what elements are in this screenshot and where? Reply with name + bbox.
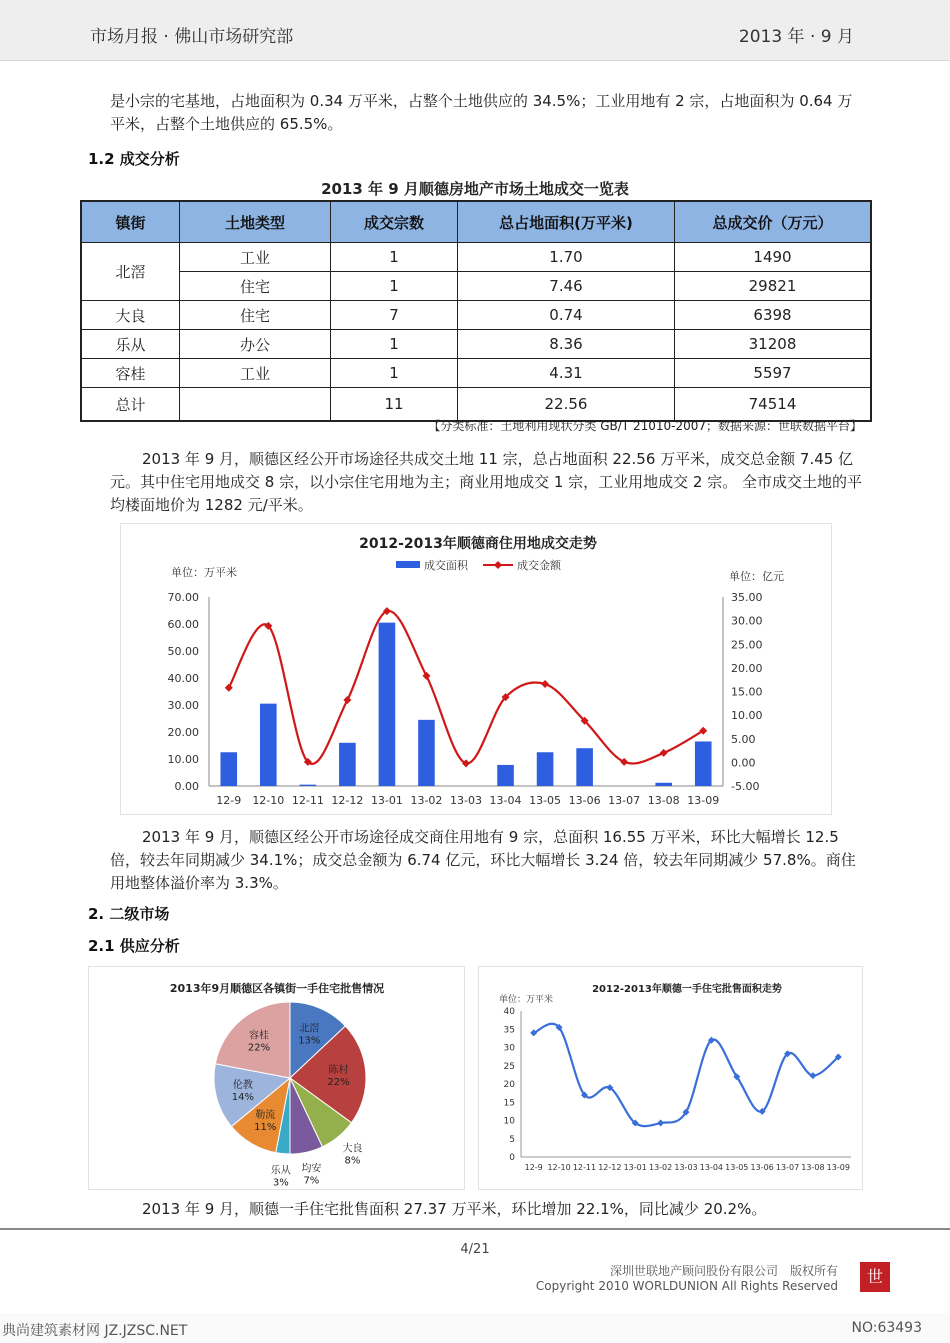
town-pie-svg [89,967,464,1189]
pie-label-name: 乐从 [270,1165,291,1177]
x-tick-label: 12-10 [547,1163,571,1172]
bar [220,752,237,786]
pie-label-name: 均安 [301,1163,322,1175]
worldunion-logo-icon: 世 [860,1262,890,1292]
x-tick-label: 12-11 [572,1163,597,1172]
bar [300,785,317,786]
table-row [81,272,871,301]
cell-price: 29821 [675,272,872,301]
table-row [81,243,871,272]
legend-marker-amount [494,561,502,569]
pie-label-pct: 22% [327,1076,350,1088]
right-tick-label: 35.00 [731,591,763,604]
x-tick-label: 13-06 [750,1163,774,1172]
paragraph-supply-summary: 2013 年 9 月，顺德一手住宅批售面积 27.37 万平米，环比增加 22.1%，同比减少 20.2%。 [142,1200,767,1218]
amount-point [660,749,668,757]
pie-label-name: 大良 [342,1143,363,1155]
x-tick-label: 13-07 [608,794,641,807]
pie-label-name: 陈村 [328,1064,349,1076]
footer-company: 深圳世联地产顾问股份有限公司 版权所有 [609,1264,838,1278]
y-tick-label: 10 [503,1116,515,1127]
x-tick-label: 12-11 [291,794,324,807]
chart-town-pie [88,966,465,1190]
footer-copyright: Copyright 2010 WORLDUNION All Rights Reserved [535,1279,838,1293]
x-tick-label: 13-03 [674,1163,698,1172]
supply-line-svg [479,967,862,1189]
watermark-number: NO:63493 [851,1320,922,1336]
x-tick-label: 13-08 [801,1163,825,1172]
cell-area: 4.31 [458,359,675,388]
x-tick-label: 13-08 [647,794,680,807]
bar [576,748,593,786]
cell-count: 11 [331,388,458,422]
amount-point [422,672,430,680]
x-tick-label: 13-02 [410,794,443,807]
chart-title: 2012-2013年顺德商住用地成交走势 [359,536,597,552]
legend-swatch-area [396,561,420,568]
left-tick-label: 20.00 [167,726,199,739]
right-tick-label: 0.00 [731,756,756,770]
y-tick-label: 25 [503,1061,515,1072]
x-tick-label: 13-01 [370,794,403,807]
pie-label-pct: 3% [272,1177,289,1189]
cell-area: 7.46 [458,272,675,301]
x-tick-label: 12-12 [331,794,364,807]
cell-price: 1490 [675,243,872,272]
right-tick-label: 5.00 [731,732,756,746]
left-tick-label: 70.00 [167,591,199,604]
cell-count: 1 [331,243,458,272]
right-tick-label: 30.00 [731,614,763,628]
supply-point [809,1072,816,1079]
table-row [81,359,871,388]
x-tick-label: 13-01 [623,1163,647,1172]
cell-count: 7 [331,301,458,330]
cell-area: 0.74 [458,301,675,330]
y-tick-label: 20 [503,1080,515,1090]
bar [260,704,277,786]
footer-divider [0,1228,950,1230]
pie-label-name: 北滘 [299,1023,320,1035]
pie-label-pct: 22% [247,1042,271,1054]
right-tick-label: 15.00 [731,685,763,699]
cell-type: 住宅 [180,272,331,301]
right-axis-unit: 单位：亿元 [729,570,784,583]
right-tick-label: 10.00 [731,709,763,723]
x-tick-label: 12-9 [216,794,242,807]
x-tick-label: 13-03 [450,794,482,807]
right-tick-label: 20.00 [731,661,763,675]
paragraph-commercial-residential: 2013 年 9 月，顺德区经公开市场途径成交商住用地有 9 宗，总面积 16.55 万平米，环比大幅增长 12.5 倍，较去年同期减少 34.1%；成交总金额为 6.74 亿元，环比大幅增长 3.24 倍，较去年同期减少 57.8%。商住用地整体溢价率为 3.3%。 [110,828,856,892]
cell-area: 1.70 [458,243,675,272]
left-tick-label: 40.00 [167,672,199,685]
cell-price: 74514 [675,388,872,422]
bar [339,743,356,786]
table-row [81,330,871,359]
x-tick-label: 13-04 [489,794,522,807]
chart-title: 2013年9月顺德区各镇街一手住宅批售情况 [169,982,385,995]
section-heading-1-2: 1.2 成交分析 [88,150,180,168]
bar [537,752,554,786]
table-row-total [81,388,871,422]
amount-line [229,611,703,764]
bar [418,720,435,786]
amount-point [225,684,233,692]
left-tick-label: 60.00 [167,618,199,631]
pie-label-name: 勒流 [255,1109,276,1121]
supply-point [657,1120,664,1127]
cell-town: 北滘 [81,243,180,301]
paragraph-transaction-summary: 2013 年 9 月，顺德区经公开市场途径共成交土地 11 宗，总占地面积 22.56 万平米，成交总金额 7.45 亿元。其中住宅用地成交 8 宗，以小宗住宅用地为主；商业用地成交 1 宗，工业用地成交 2 宗。 全市成交土地的平均楼面地价为 1282 元/平米。 [110,450,863,514]
cell-area: 8.36 [458,330,675,359]
y-tick-label: 30 [503,1043,515,1054]
table-title: 2013 年 9 月顺德房地产市场土地成交一览表 [321,180,629,198]
x-tick-label: 13-05 [725,1163,749,1172]
cell-count: 1 [331,330,458,359]
bar [497,765,514,786]
cell-type [180,388,331,422]
x-tick-label: 13-07 [775,1163,800,1172]
page-number: 4/21 [460,1242,490,1257]
y-tick-label: 35 [503,1025,515,1036]
pie-label-name: 容桂 [248,1030,269,1042]
cell-price: 6398 [675,301,872,330]
cell-type: 办公 [180,330,331,359]
chart-title: 2012-2013年顺德一手住宅批售面积走势 [592,984,782,995]
y-tick-label: 0 [509,1153,515,1163]
pie-label-pct: 8% [344,1155,361,1167]
y-tick-label: 40 [503,1007,515,1017]
cell-type: 工业 [180,243,331,272]
cell-count: 1 [331,359,458,388]
bar [695,741,712,786]
table-header-row [81,201,871,243]
land-transaction-table [80,200,872,422]
amount-point [541,680,549,688]
bar [655,783,672,786]
section-heading-2-1: 2.1 供应分析 [88,937,180,955]
cell-count: 1 [331,272,458,301]
x-tick-label: 13-09 [826,1163,850,1172]
table-row [81,301,871,330]
pie-label-name: 伦教 [232,1080,253,1092]
watermark-site: 典尚建筑素材网 JZ.JZSC.NET [2,1323,188,1339]
pie-label-pct: 13% [298,1035,321,1047]
col-header-town: 镇街 [81,201,180,243]
x-tick-label: 13-09 [687,794,720,807]
cell-type: 住宅 [180,301,331,330]
left-axis-unit: 单位：万平米 [171,566,237,579]
cell-town: 总计 [81,388,180,422]
x-tick-label: 12-9 [524,1163,543,1172]
y-axis-unit: 单位：万平米 [499,995,554,1005]
pie-label-pct: 11% [254,1121,277,1133]
x-tick-label: 13-04 [699,1163,724,1172]
col-header-area: 总占地面积(万平米) [458,201,675,243]
pie-label-pct: 14% [231,1092,255,1104]
bar [379,623,396,786]
chart-supply-line [478,966,863,1190]
header-date: 2013 年 · 9 月 [738,27,854,47]
right-tick-label: -5.00 [731,780,760,793]
page-header [0,0,950,61]
cell-price: 5597 [675,359,872,388]
cell-town: 容桂 [81,359,180,388]
table-source-note: 【分类标准：土地利用现状分类 GB/T 21010-2007；数据来源：世联数据平台】 [428,419,862,433]
paragraph-land-supply: 是小宗的宅基地，占地面积为 0.34 万平米，占整个土地供应的 34.5%；工业用地有 2 宗，占地面积为 0.64 万平米，占整个土地供应的 65.5%。 [110,92,853,133]
x-tick-label: 12-10 [252,794,285,807]
x-tick-label: 13-02 [648,1163,673,1172]
chart-land-trend [120,523,832,815]
legend-label-area: 成交面积 [424,559,468,572]
cell-price: 31208 [675,330,872,359]
col-header-price: 总成交价（万元） [675,201,872,243]
header-title: 市场月报 · 佛山市场研究部 [90,27,294,47]
y-tick-label: 15 [503,1098,515,1109]
legend-label-amount: 成交金额 [517,559,561,572]
section-heading-2: 2. 二级市场 [88,905,170,923]
watermark-strip [0,1313,950,1343]
right-tick-label: 25.00 [731,638,763,652]
left-tick-label: 10.00 [167,753,199,766]
land-trend-svg [121,524,831,814]
left-tick-label: 30.00 [167,699,199,712]
cell-town: 乐从 [81,330,180,359]
left-tick-label: 0.00 [174,780,199,793]
cell-type: 工业 [180,359,331,388]
amount-point [620,758,628,766]
left-tick-label: 50.00 [167,645,199,658]
amount-point [343,696,351,704]
cell-area: 22.56 [458,388,675,422]
x-tick-label: 13-05 [529,794,562,807]
y-tick-label: 5 [509,1134,515,1145]
x-tick-label: 12-12 [598,1163,622,1172]
pie-label-pct: 7% [303,1175,320,1187]
x-tick-label: 13-06 [568,794,601,807]
col-header-count: 成交宗数 [331,201,458,243]
col-header-land-type: 土地类型 [180,201,331,243]
cell-town: 大良 [81,301,180,330]
